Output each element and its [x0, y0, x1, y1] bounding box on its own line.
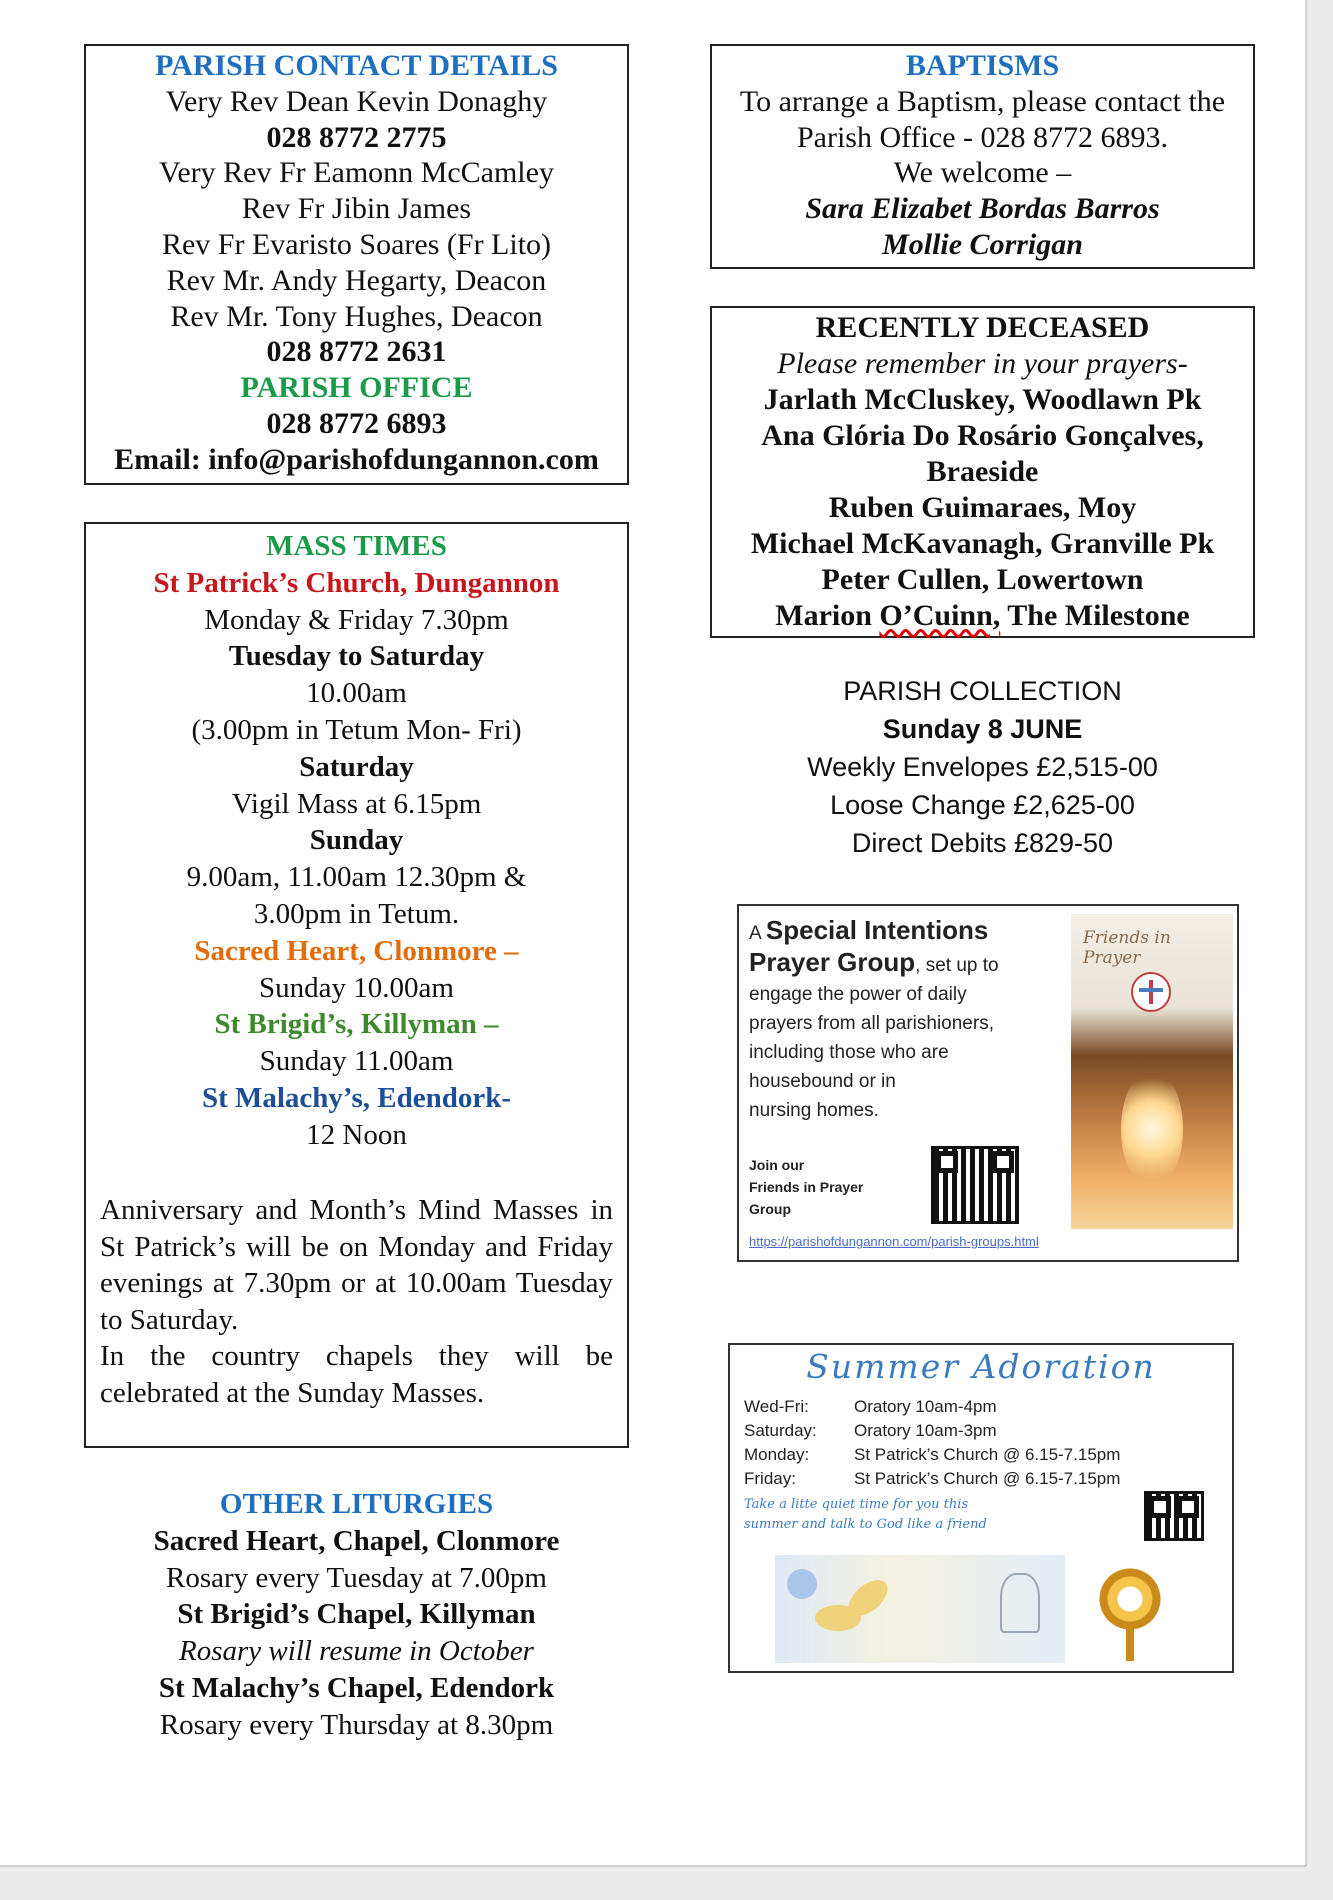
clergy-item: Rev Fr Evaristo Soares (Fr Lito)	[161, 227, 552, 261]
mass-time-line: Sunday 11.00am	[259, 1045, 454, 1078]
prayer-text-part: housebound or in	[749, 1071, 896, 1092]
deceased-title: RECENTLY DECEASED	[815, 311, 1150, 344]
deceased-name-part: The Milestone	[1000, 599, 1190, 632]
clergy-item: Rev Mr. Andy Hegarty, Deacon	[166, 263, 547, 297]
mass-time-line: 12 Noon	[306, 1118, 407, 1151]
church-st-patricks: St Patrick’s Church, Dungannon	[153, 566, 560, 599]
anniversary-note	[100, 1192, 613, 1411]
clergy-item: Rev Fr Jibin James	[241, 192, 472, 226]
mass-day-heading: Saturday	[299, 750, 414, 783]
join-line: Friends in Prayer	[749, 1179, 864, 1195]
summer-adoration-flyer	[728, 1343, 1234, 1673]
parish-email[interactable]: Email: info@parishofdungannon.com	[114, 442, 599, 476]
baptism-name: Mollie Corrigan	[882, 227, 1083, 261]
baptisms-text: Parish Office - 028 8772 6893.	[796, 120, 1169, 154]
clergy-item: Very Rev Fr Eamonn McCamley	[159, 156, 554, 190]
mass-time-line: 9.00am, 11.00am 12.30pm &	[186, 861, 527, 894]
collection-line: Direct Debits £829-50	[851, 828, 1114, 858]
collection-date: Sunday 8 JUNE	[882, 714, 1083, 744]
collection-line: Loose Change £2,625-00	[830, 790, 1135, 820]
deceased-name: Peter Cullen, Lowertown	[821, 563, 1144, 596]
praying-hands-icon	[1000, 1573, 1040, 1633]
contact-box	[84, 44, 629, 485]
mass-day-heading: Sunday	[309, 824, 404, 857]
forget-me-not-icon	[787, 1569, 817, 1599]
schedule-day: Wed-Fri:	[744, 1397, 809, 1416]
baptisms-box	[710, 44, 1255, 269]
deceased-name: Ana Glória Do Rosário Gonçalves,	[761, 419, 1204, 452]
mass-times-title: MASS TIMES	[266, 530, 447, 562]
clergy-phone: 028 8772 2631	[266, 335, 447, 369]
mass-time-line: 10.00am	[306, 677, 407, 710]
mass-time-line: Sunday 10.00am	[259, 971, 454, 1004]
adoration-schedule	[744, 1395, 1120, 1491]
qr-code-icon[interactable]	[931, 1146, 1019, 1224]
prayer-text-part: A	[749, 923, 766, 944]
qr-code-icon[interactable]	[1144, 1491, 1204, 1541]
liturgy-time: Rosary will resume in October	[179, 1635, 534, 1668]
parish-collection	[710, 672, 1255, 862]
summer-adoration-title: Summer Adoration	[806, 1347, 1156, 1386]
join-text	[749, 1154, 863, 1220]
mass-time-line: Monday & Friday 7.30pm	[204, 603, 509, 636]
parish-groups-link[interactable]: https://parishofdungannon.com/parish-groups.html	[749, 1234, 1039, 1249]
liturgy-place: St Brigid’s Chapel, Killyman	[177, 1598, 536, 1631]
baptisms-text: We welcome –	[893, 156, 1072, 190]
country-chapels-note: In the country chapels they will be celebrated at the Sunday Masses.	[100, 1340, 613, 1409]
schedule-row	[744, 1467, 1120, 1491]
baptisms-text: To arrange a Baptism, please contact the	[739, 84, 1226, 118]
anniversary-note-text: Anniversary and Month’s Mind Masses in St Patrick’s will be on Monday and Friday evenings at 7.30pm or at 10.00am Tuesday to Saturday.	[100, 1194, 613, 1336]
collection-line: Weekly Envelopes £2,515-00	[807, 752, 1158, 782]
light-glow-icon	[1121, 1069, 1183, 1189]
collection-title: PARISH COLLECTION	[843, 676, 1122, 706]
prayer-group-text	[749, 916, 1069, 1125]
prayer-text-part: including those who are	[749, 1042, 949, 1063]
prayer-heading: Special Intentions	[765, 915, 989, 945]
mass-time-line: (3.00pm in Tetum Mon- Fri)	[191, 713, 522, 746]
praying-hands-image	[1071, 914, 1233, 1229]
schedule-row	[744, 1395, 1120, 1419]
baptism-name: Sara Elizabet Bordas Barros	[805, 192, 1160, 226]
schedule-day: Friday:	[744, 1469, 796, 1488]
parish-office-title: PARISH OFFICE	[240, 371, 473, 405]
deceased-name-part: Marion	[775, 599, 880, 632]
clergy-item: Rev Mr. Tony Hughes, Deacon	[170, 299, 543, 333]
deceased-box	[710, 306, 1255, 638]
schedule-detail: Oratory 10am-3pm	[854, 1421, 997, 1440]
dean-phone: 028 8772 2775	[266, 120, 447, 154]
dean-name: Very Rev Dean Kevin Donaghy	[165, 84, 548, 118]
prayer-heading: Prayer Group	[749, 947, 916, 977]
monstrance-icon	[1098, 1567, 1162, 1631]
baptisms-title: BAPTISMS	[905, 49, 1060, 82]
deceased-name: Braeside	[926, 455, 1039, 488]
mass-time-line: Vigil Mass at 6.15pm	[231, 787, 482, 820]
prayer-text-part: nursing homes.	[749, 1100, 879, 1121]
mass-day-heading: Tuesday to Saturday	[228, 640, 485, 673]
parish-office-phone: 028 8772 6893	[266, 406, 447, 440]
deceased-name: Ruben Guimaraes, Moy	[828, 491, 1137, 524]
schedule-row	[744, 1443, 1120, 1467]
mass-time-line: 3.00pm in Tetum.	[253, 897, 460, 930]
deceased-name	[712, 598, 1253, 634]
flowers-image	[775, 1555, 1065, 1663]
church-sacred-heart: Sacred Heart, Clonmore –	[194, 934, 519, 967]
schedule-row	[744, 1419, 1120, 1443]
prayer-text-part: , set up to	[915, 955, 999, 976]
schedule-detail: St Patrick’s Church @ 6.15-7.15pm	[854, 1469, 1121, 1488]
other-liturgies-title: OTHER LITURGIES	[219, 1488, 494, 1520]
church-st-malachys: St Malachy’s, Edendork-	[201, 1081, 512, 1114]
church-st-brigids: St Brigid’s, Killyman –	[214, 1008, 499, 1041]
deceased-name: Michael McKavanagh, Granville Pk	[750, 527, 1215, 560]
schedule-detail: Oratory 10am-4pm	[854, 1397, 997, 1416]
prayer-text-part: prayers from all parishioners,	[749, 1013, 994, 1034]
deceased-name: Jarlath McCluskey, Woodlawn Pk	[763, 383, 1202, 416]
schedule-day: Monday:	[744, 1445, 810, 1464]
tagline-line: summer and talk to God like a friend	[744, 1517, 987, 1532]
cross-logo-icon	[1131, 972, 1171, 1012]
schedule-day: Saturday:	[744, 1421, 817, 1440]
deceased-subtitle: Please remember in your prayers-	[777, 347, 1188, 380]
liturgy-place: St Malachy’s Chapel, Edendork	[158, 1671, 555, 1704]
join-line: Join our	[749, 1157, 805, 1173]
prayer-group-flyer	[737, 904, 1239, 1262]
join-line: Group	[749, 1201, 791, 1217]
friends-in-prayer-caption: Friends in Prayer	[1083, 928, 1171, 968]
tagline-line: Take a litte quiet time for you this	[744, 1497, 969, 1512]
liturgy-time: Rosary every Thursday at 8.30pm	[159, 1708, 554, 1741]
adoration-tagline	[744, 1495, 987, 1535]
liturgy-time: Rosary every Tuesday at 7.00pm	[166, 1561, 547, 1594]
schedule-detail: St Patrick’s Church @ 6.15-7.15pm	[854, 1445, 1121, 1464]
spellcheck-word: O’Cuinn,	[879, 599, 1001, 632]
other-liturgies	[84, 1486, 629, 1744]
contact-title: PARISH CONTACT DETAILS	[155, 49, 558, 82]
mass-times-box	[84, 522, 629, 1448]
prayer-text-part: engage the power of daily	[749, 984, 967, 1005]
liturgy-place: Sacred Heart, Chapel, Clonmore	[153, 1524, 560, 1557]
